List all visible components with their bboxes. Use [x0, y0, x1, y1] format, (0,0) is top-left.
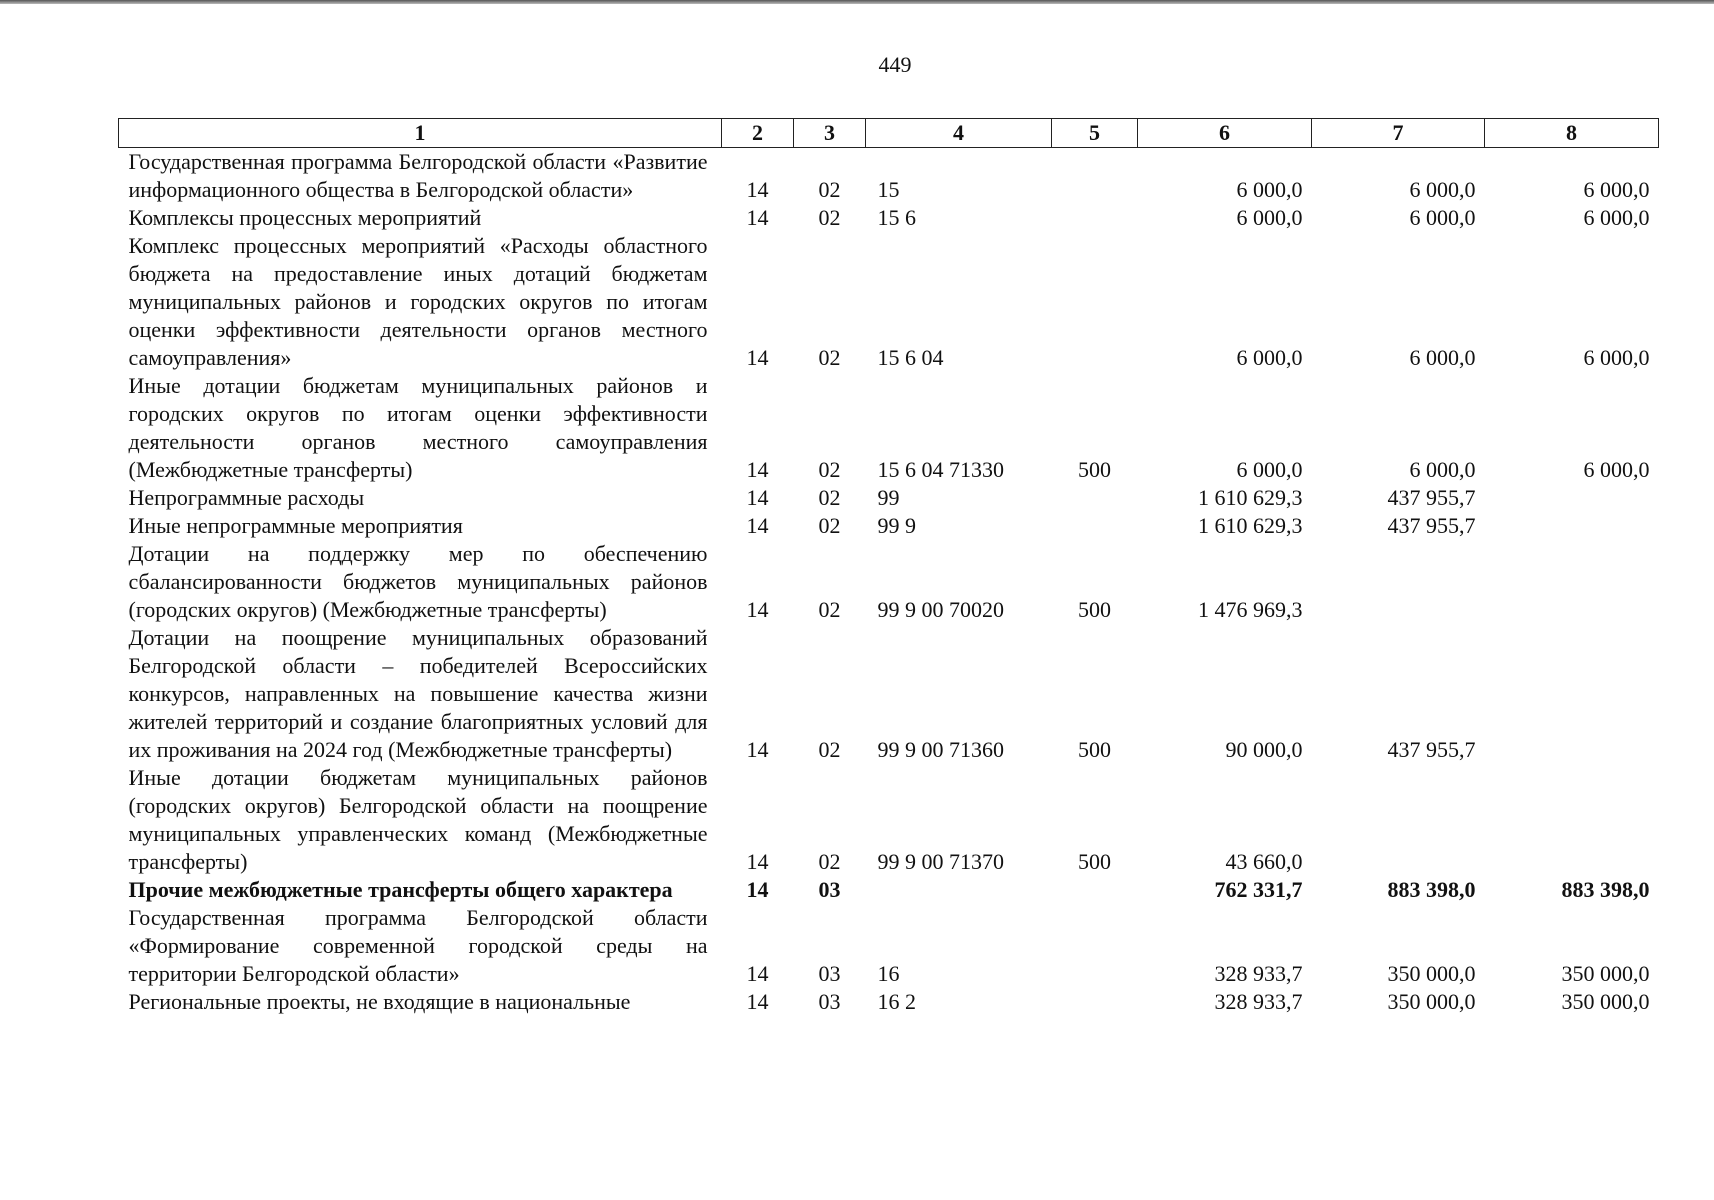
table-row	[119, 148, 1659, 205]
amount-col-7	[1312, 540, 1485, 624]
amount-col-6: 6 000,0	[1236, 345, 1303, 370]
table-row	[119, 876, 1659, 904]
target-article-code: 99 9	[877, 513, 916, 538]
subsection-code: 02	[818, 513, 841, 538]
table-body	[119, 148, 1659, 1017]
subsection-code: 02	[818, 177, 841, 202]
column-header-1: 1	[119, 119, 722, 148]
amount-col-8	[1485, 484, 1659, 512]
expense-type-code	[1052, 904, 1138, 988]
expense-type-code	[1052, 232, 1138, 372]
expense-type-code: 500	[1078, 457, 1111, 482]
amount-col-6: 90 000,0	[1225, 737, 1303, 762]
row-description: Дотации на поддержку мер по обеспечению сбалансированности бюджетов муниципальных районов (городских округов) (Межбюджетные трансферты)	[128, 541, 708, 622]
section-code: 14	[746, 345, 769, 370]
table-row	[119, 764, 1659, 876]
section-code: 14	[746, 989, 769, 1014]
section-code: 14	[746, 877, 769, 902]
page-top-edge	[0, 0, 1714, 4]
row-description: Комплексы процессных мероприятий	[128, 205, 482, 230]
expense-type-code	[1052, 876, 1138, 904]
amount-col-6: 1 476 969,3	[1198, 597, 1303, 622]
subsection-code: 02	[818, 205, 841, 230]
section-code: 14	[746, 737, 769, 762]
column-header-3: 3	[794, 119, 866, 148]
amount-col-6: 762 331,7	[1214, 877, 1303, 902]
expense-type-code	[1052, 204, 1138, 232]
table-row	[119, 988, 1659, 1016]
target-article-code: 15 6 04	[877, 345, 944, 370]
amount-col-8: 6 000,0	[1583, 345, 1650, 370]
page-number: 449	[878, 52, 912, 77]
amount-col-8: 6 000,0	[1583, 205, 1650, 230]
amount-col-8: 6 000,0	[1583, 177, 1650, 202]
row-description: Иные непрограммные мероприятия	[128, 513, 463, 538]
section-code: 14	[746, 597, 769, 622]
amount-col-8	[1485, 764, 1659, 876]
row-description: Непрограммные расходы	[128, 485, 365, 510]
table-header-row	[119, 119, 1659, 148]
amount-col-8	[1485, 624, 1659, 764]
subsection-code: 02	[818, 485, 841, 510]
subsection-code: 03	[818, 877, 841, 902]
table-row	[119, 204, 1659, 232]
amount-col-7: 6 000,0	[1409, 205, 1476, 230]
expense-type-code	[1052, 512, 1138, 540]
table-row	[119, 512, 1659, 540]
column-header-7: 7	[1312, 119, 1485, 148]
amount-col-6: 1 610 629,3	[1198, 485, 1303, 510]
amount-col-7: 6 000,0	[1409, 177, 1476, 202]
target-article-code: 15 6 04 71330	[877, 457, 1004, 482]
subsection-code: 03	[818, 989, 841, 1014]
amount-col-6: 328 933,7	[1214, 989, 1303, 1014]
section-code: 14	[746, 205, 769, 230]
expense-type-code: 500	[1078, 849, 1111, 874]
table-row	[119, 232, 1659, 372]
subsection-code: 03	[818, 961, 841, 986]
amount-col-8: 883 398,0	[1561, 877, 1650, 902]
target-article-code: 15 6	[877, 205, 916, 230]
amount-col-6: 6 000,0	[1236, 177, 1303, 202]
amount-col-8: 350 000,0	[1561, 989, 1650, 1014]
section-code: 14	[746, 177, 769, 202]
expense-type-code	[1052, 988, 1138, 1016]
amount-col-7: 6 000,0	[1409, 345, 1476, 370]
amount-col-7: 883 398,0	[1387, 877, 1476, 902]
target-article-code: 16	[877, 961, 900, 986]
amount-col-7: 437 955,7	[1387, 513, 1476, 538]
amount-col-7: 437 955,7	[1387, 737, 1476, 762]
amount-col-6: 43 660,0	[1225, 849, 1303, 874]
budget-table	[118, 118, 1659, 1016]
expense-type-code	[1052, 484, 1138, 512]
amount-col-6: 6 000,0	[1236, 457, 1303, 482]
target-article-code	[866, 876, 1052, 904]
amount-col-6: 328 933,7	[1214, 961, 1303, 986]
table-row	[119, 540, 1659, 624]
amount-col-7: 350 000,0	[1387, 961, 1476, 986]
amount-col-7: 350 000,0	[1387, 989, 1476, 1014]
target-article-code: 99	[877, 485, 900, 510]
subsection-code: 02	[818, 849, 841, 874]
amount-col-7	[1312, 764, 1485, 876]
column-header-4: 4	[866, 119, 1052, 148]
table-row	[119, 484, 1659, 512]
amount-col-6: 6 000,0	[1236, 205, 1303, 230]
amount-col-7: 6 000,0	[1409, 457, 1476, 482]
subsection-code: 02	[818, 737, 841, 762]
column-header-2: 2	[722, 119, 794, 148]
row-description: Комплекс процессных мероприятий «Расходы областного бюджета на предоставление иных дотаций бюджетам муниципальных районов и городских округов по итогам оценки эффективности деятельности органов местного самоуправления»	[128, 233, 708, 370]
subsection-code: 02	[818, 597, 841, 622]
expense-type-code: 500	[1078, 597, 1111, 622]
column-header-5: 5	[1052, 119, 1138, 148]
target-article-code: 15	[877, 177, 900, 202]
expense-type-code	[1052, 148, 1138, 205]
amount-col-8: 6 000,0	[1583, 457, 1650, 482]
row-description: Иные дотации бюджетам муниципальных районов и городских округов по итогам оценки эффективности деятельности органов местного самоуправления (Межбюджетные трансферты)	[128, 373, 708, 482]
column-header-8: 8	[1485, 119, 1659, 148]
target-article-code: 99 9 00 71360	[877, 737, 1004, 762]
expense-type-code: 500	[1078, 737, 1111, 762]
row-description: Дотации на поощрение муниципальных образований Белгородской области – победителей Всероссийских конкурсов, направленных на повышение качества жизни жителей территорий и создание благоприятных условий для их проживания на 2024 год (Межбюджетные трансферты)	[128, 625, 708, 762]
row-description: Государственная программа Белгородской области «Развитие информационного общества в Белгородской области»	[128, 149, 708, 202]
target-article-code: 16 2	[877, 989, 916, 1014]
amount-col-7: 437 955,7	[1387, 485, 1476, 510]
subsection-code: 02	[818, 345, 841, 370]
table-row	[119, 904, 1659, 988]
section-code: 14	[746, 513, 769, 538]
section-code: 14	[746, 961, 769, 986]
row-description: Прочие межбюджетные трансферты общего характера	[128, 877, 673, 902]
row-description: Иные дотации бюджетам муниципальных районов (городских округов) Белгородской области на поощрение муниципальных управленческих команд (Межбюджетные трансферты)	[128, 765, 708, 874]
table-row	[119, 624, 1659, 764]
section-code: 14	[746, 457, 769, 482]
target-article-code: 99 9 00 70020	[877, 597, 1004, 622]
row-description: Государственная программа Белгородской области «Формирование современной городской среды на территории Белгородской области»	[128, 905, 708, 986]
table-row	[119, 372, 1659, 484]
amount-col-8	[1485, 540, 1659, 624]
row-description: Региональные проекты, не входящие в национальные	[128, 989, 631, 1014]
target-article-code: 99 9 00 71370	[877, 849, 1004, 874]
amount-col-6: 1 610 629,3	[1198, 513, 1303, 538]
section-code: 14	[746, 849, 769, 874]
column-header-6: 6	[1138, 119, 1312, 148]
amount-col-8	[1485, 512, 1659, 540]
subsection-code: 02	[818, 457, 841, 482]
section-code: 14	[746, 485, 769, 510]
amount-col-8: 350 000,0	[1561, 961, 1650, 986]
